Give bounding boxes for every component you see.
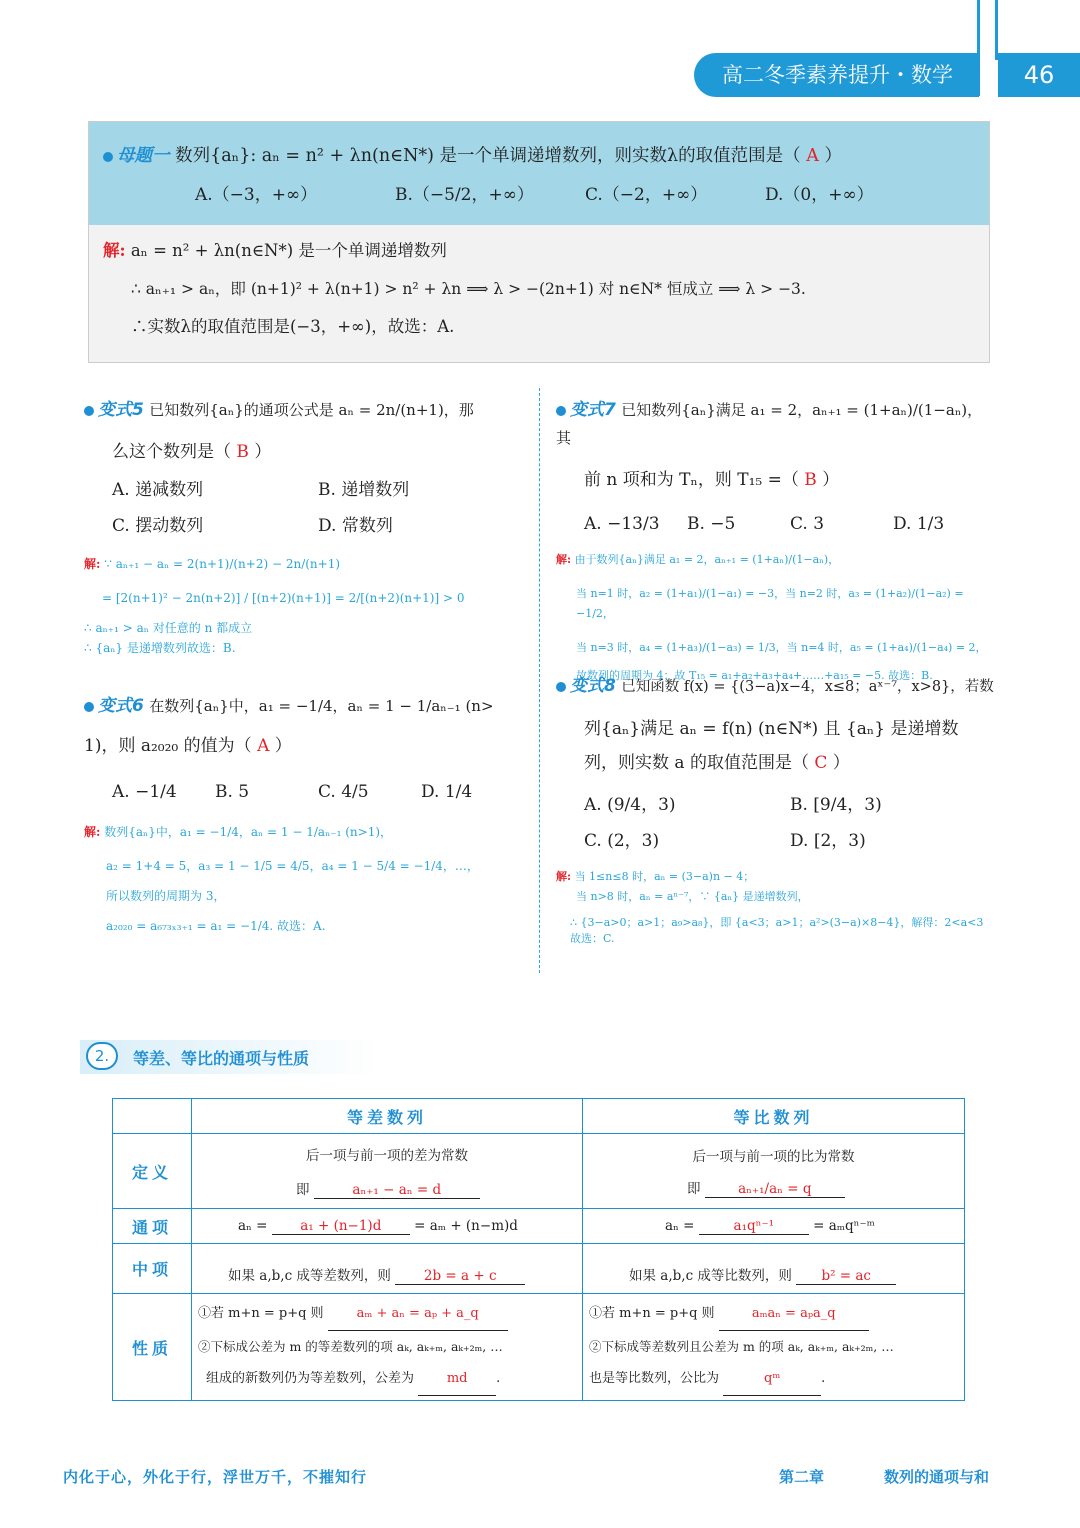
general-geometric	[583, 1209, 965, 1244]
solution-line: ∴ {3−a>0；a>1；a₉>a₈}，即 {a<3；a>1；a²>(3−a)×8−4}，解得：2<a<3 故选：C.	[570, 916, 984, 945]
mother-solution	[89, 225, 989, 362]
fill-answer: aₘaₙ = aₚa_q	[719, 1298, 869, 1331]
section-title: 等差、等比的通项与性质	[133, 1049, 310, 1068]
solution-line: ∴ aₙ₊₁ > aₙ 对任意的 n 都成立	[84, 621, 253, 635]
cell-text: ①若 m+n = p+q 则	[589, 1306, 715, 1321]
fill-answer: qᵐ	[723, 1363, 821, 1396]
close-paren: ）	[822, 470, 840, 490]
row-header-properties: 性质	[113, 1294, 192, 1401]
answer: A	[257, 736, 270, 756]
mother-problem-box	[88, 121, 990, 363]
solution-line: ∴ aₙ₊₁ > aₙ，即 (n+1)² + λ(n+1) > n² + λn ⟹ λ > −(2n+1) 对 n∈N* 恒成立 ⟹ λ > −3.	[131, 280, 806, 298]
problem-tag: 变式6	[98, 696, 144, 716]
middle-geometric	[583, 1244, 965, 1294]
option: A. −1/4	[112, 782, 177, 802]
row-header-middle-term: 中项	[113, 1244, 192, 1294]
option: A.（−3，+∞）	[195, 185, 318, 205]
solution-label: 解:	[556, 870, 572, 883]
cell-text: 也是等比数列，公比为	[589, 1371, 720, 1386]
question-text: 列{aₙ}满足 aₙ = f(n) (n∈N*) 且 {aₙ} 是递增数	[584, 719, 959, 739]
solution-label: 解:	[556, 553, 572, 566]
option: D. 常数列	[318, 516, 393, 536]
option: A. (9/4，3)	[584, 795, 676, 815]
option: C. 4/5	[318, 782, 369, 802]
cell-text: ②下标成公差为 m 的等差数列的项 aₖ, aₖ₊ₘ, aₖ₊₂ₘ, …	[198, 1339, 503, 1354]
fill-answer: b² = ac	[796, 1268, 896, 1285]
properties-arithmetic: ①若 m+n = p+q 则 aₘ + aₙ = aₚ + a_q ②下标成公差为 m 的等差数列的项 aₖ, aₖ₊ₘ, aₖ₊₂ₘ, … 组成的新数列仍为等差数列，公差为 md .	[192, 1294, 583, 1401]
properties-table	[112, 1098, 965, 1401]
close-paren: ）	[274, 736, 292, 756]
variant6	[84, 692, 530, 936]
question-text: 1)，则 a₂₀₂₀ 的值为（	[84, 736, 252, 756]
variant7	[556, 396, 996, 686]
option: B. [9/4，3)	[790, 795, 882, 815]
fill-answer: a₁qⁿ⁻¹	[699, 1218, 809, 1235]
bullet-icon	[103, 152, 113, 162]
variant8	[556, 672, 996, 947]
question-text: 在数列{aₙ}中，a₁ = −1/4，aₙ = 1 − 1/aₙ₋₁ (n>	[149, 697, 494, 715]
cell-text: 如果 a,b,c 成等差数列，则	[228, 1268, 391, 1284]
column-divider	[539, 388, 540, 973]
bullet-icon	[84, 406, 94, 416]
option: D. 1/3	[893, 514, 945, 534]
option: C. (2，3)	[584, 831, 660, 851]
question-text: 已知函数 f(x) = {(3−a)x−4，x≤8；aˣ⁻⁷，x>8}，若数	[621, 679, 994, 695]
close-paren: ）	[824, 146, 842, 166]
question-text: 已知数列{aₙ}的通项公式是 aₙ = 2n/(n+1)，那	[149, 401, 474, 419]
option: A. −13/3	[584, 514, 660, 534]
option: C. 3	[790, 514, 825, 534]
solution-line: 当 n=1 时，a₂ = (1+a₁)/(1−a₁) = −3，当 n=2 时，a₃ = (1+a₂)/(1−a₂) = −1/2，	[576, 587, 964, 620]
problem-tag: 变式7	[570, 400, 616, 420]
option: D. [2，3)	[790, 831, 866, 851]
fill-answer: 2b = a + c	[395, 1268, 525, 1285]
fill-answer: md	[418, 1363, 496, 1396]
header-decor-line	[995, 0, 998, 60]
fill-answer: a₁ + (n−1)d	[272, 1218, 410, 1235]
option: D.（0，+∞）	[765, 185, 874, 205]
solution-label: 解:	[84, 557, 101, 571]
solution-line: a₂₀₂₀ = a₆₇₃ₓ₃₊₁ = a₁ = −1/4. 故选：A.	[106, 919, 326, 933]
table-corner	[113, 1099, 192, 1134]
option: B. −5	[687, 514, 736, 534]
problem-tag: 母题一	[117, 146, 170, 166]
row-header-general-term: 通项	[113, 1209, 192, 1244]
cell-text: aₙ =	[238, 1217, 268, 1234]
row-header-definition: 定义	[113, 1134, 192, 1209]
close-paren: ）	[254, 442, 272, 462]
page-number: 46	[998, 53, 1080, 97]
bullet-icon	[84, 702, 94, 712]
fill-answer: aₙ₊₁/aₙ = q	[705, 1181, 845, 1198]
question-text: 前 n 项和为 Tₙ，则 T₁₅ =（	[584, 470, 799, 490]
bullet-icon	[556, 682, 566, 692]
solution-line: ∴实数λ的取值范围是(−3，+∞)，故选：A.	[131, 317, 455, 336]
option: B. 递增数列	[318, 480, 410, 500]
solution-line: 故数列的周期为 4；故 T₁₅ = a₁+a₂+a₃+a₄+……+a₁₅ = −5. 故选：B.	[576, 669, 933, 682]
fill-answer: aₙ₊₁ − aₙ = d	[314, 1182, 480, 1199]
footer-motto: 内化于心，外化于行，浮世万千，不摧知行	[63, 1468, 368, 1486]
cell-text: 即	[687, 1180, 701, 1197]
option: D. 1/4	[421, 782, 473, 802]
option: B. 5	[215, 782, 250, 802]
answer: B	[804, 470, 817, 490]
column-header-arithmetic: 等差数列	[192, 1099, 583, 1134]
cell-text: = aₘ + (n−m)d	[414, 1217, 518, 1234]
fill-answer: aₘ + aₙ = aₚ + a_q	[328, 1298, 508, 1331]
option: C. 摆动数列	[112, 516, 204, 536]
section-number: 2.	[86, 1042, 118, 1070]
question-text: 列，则实数 a 的取值范围是（	[584, 753, 809, 773]
solution-label: 解:	[84, 825, 101, 839]
solution-line: 数列{aₙ}中，a₁ = −1/4，aₙ = 1 − 1/aₙ₋₁ (n>1)，	[104, 825, 393, 839]
solution-line: 当 1≤n≤8 时，aₙ = (3−a)n − 4；	[574, 870, 755, 883]
options	[103, 180, 975, 205]
cell-text: 即	[296, 1181, 310, 1198]
variant5	[84, 396, 530, 658]
definition-arithmetic	[192, 1134, 583, 1209]
solution-line: ∵ aₙ₊₁ − aₙ = 2(n+1)/(n+2) − 2n/(n+1)	[104, 557, 341, 571]
option: C.（−2，+∞）	[585, 185, 708, 205]
cell-text: ②下标成等差数列且公差为 m 的项 aₖ, aₖ₊ₘ, aₖ₊₂ₘ, …	[589, 1339, 894, 1354]
question-text: 数列{aₙ}: aₙ = n² + λn(n∈N*) 是一个单调递增数列，则实数λ的取值范围是（	[175, 146, 801, 166]
solution-line: 所以数列的周期为 3，	[106, 889, 226, 903]
properties-geometric: ①若 m+n = p+q 则 aₘaₙ = aₚa_q ②下标成等差数列且公差为 m 的项 aₖ, aₖ₊ₘ, aₖ₊₂ₘ, … 也是等比数列，公比为 qᵐ .	[583, 1294, 965, 1401]
cell-text: 后一项与前一项的比为常数	[692, 1148, 855, 1165]
cell-text: = aₘqⁿ⁻ᵐ	[813, 1217, 875, 1234]
footer-chapter-title: 数列的通项与和	[884, 1468, 990, 1486]
header-title: 高二冬季素养提升・数学	[694, 53, 979, 97]
middle-arithmetic	[192, 1244, 583, 1294]
solution-line: a₂ = 1+4 = 5，a₃ = 1 − 1/5 = 4/5，a₄ = 1 − 5/4 = −1/4，…，	[106, 859, 479, 873]
problem-tag: 变式5	[98, 400, 144, 420]
answer: A	[806, 146, 819, 166]
answer: B	[236, 442, 249, 462]
mother-problem-question	[89, 122, 989, 225]
answer: C	[814, 753, 828, 773]
bullet-icon	[556, 406, 566, 416]
option: A. 递减数列	[112, 480, 204, 500]
problem-tag: 变式8	[570, 676, 616, 696]
solution-line: = [2(n+1)² − 2n(n+2)] / [(n+2)(n+1)] = 2/[(n+2)(n+1)] > 0	[102, 591, 465, 605]
general-arithmetic	[192, 1209, 583, 1244]
cell-text: 后一项与前一项的差为常数	[306, 1147, 468, 1164]
question-text: 么这个数列是（	[112, 442, 231, 462]
cell-text: aₙ =	[665, 1217, 695, 1234]
cell-text: 组成的新数列仍为等差数列，公差为	[206, 1371, 415, 1386]
close-paren: ）	[832, 753, 850, 773]
column-header-geometric: 等比数列	[583, 1099, 965, 1134]
solution-line: aₙ = n² + λn(n∈N*) 是一个单调递增数列	[130, 241, 447, 260]
solution-line: 当 n>8 时，aₙ = aⁿ⁻⁷，∵ {aₙ} 是递增数列，	[576, 890, 809, 903]
cell-text: 如果 a,b,c 成等比数列，则	[629, 1268, 792, 1284]
cell-text: ①若 m+n = p+q 则	[198, 1306, 324, 1321]
solution-label: 解:	[103, 241, 126, 260]
definition-geometric	[583, 1134, 965, 1209]
question-text: 已知数列{aₙ}满足 a₁ = 2，aₙ₊₁ = (1+aₙ)/(1−aₙ)，其	[556, 401, 983, 447]
solution-line: 由于数列{aₙ}满足 a₁ = 2，aₙ₊₁ = (1+aₙ)/(1−aₙ)，	[574, 553, 840, 566]
solution-line: 当 n=3 时，a₄ = (1+a₃)/(1−a₃) = 1/3，当 n=4 时，a₅ = (1+a₄)/(1−a₄) = 2，	[576, 641, 987, 654]
footer-chapter: 第二章	[779, 1468, 825, 1486]
option: B.（−5/2，+∞）	[395, 185, 534, 205]
solution-line: ∴ {aₙ} 是递增数列故选：B.	[84, 641, 236, 655]
